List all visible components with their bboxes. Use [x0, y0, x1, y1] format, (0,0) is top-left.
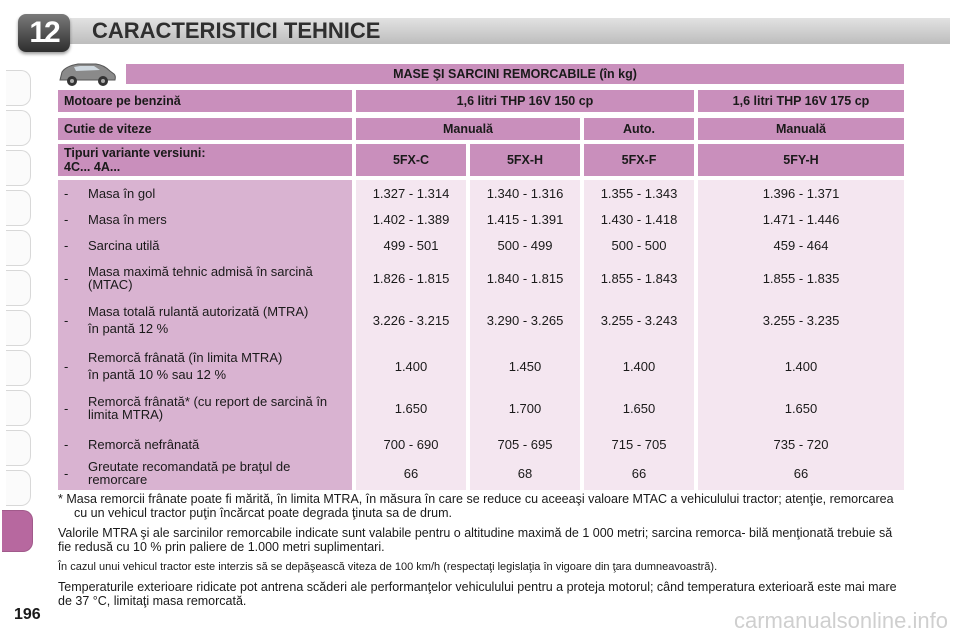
row-value: 1.402 - 1.389 — [372, 211, 450, 227]
row-value: 735 - 720 — [773, 436, 829, 452]
row-label-text — [88, 213, 348, 226]
gearbox-label: Cutie de viteze — [58, 118, 352, 140]
row-value: 1.340 - 1.316 — [486, 185, 564, 201]
row-label-text — [88, 351, 348, 381]
row-label — [58, 390, 352, 426]
row-value: 1.855 - 1.843 — [600, 270, 678, 286]
variant-5fy-h: 5FY-H — [698, 144, 904, 176]
row-label — [58, 182, 352, 204]
row-label — [58, 298, 352, 342]
row-value: 1.650 — [394, 400, 428, 416]
row-label-text — [88, 395, 348, 421]
row-label-main: Masa totală rulantă autorizată (MTRA) — [88, 304, 309, 319]
note-paragraph-2: În cazul unui vehicul tractor este interzis să se depăşească viteza de 100 km/h (respectaţi legislaţia în vigoare din ţara dumneavoastră). — [58, 561, 718, 573]
row-label-main: Sarcina utilă — [88, 237, 160, 253]
row-value: 3.255 - 3.243 — [600, 312, 678, 328]
variants-label-line2: 4C... 4A... — [64, 160, 121, 174]
chapter-tab[interactable] — [6, 150, 31, 186]
row-label-main: Greutate recomandată pe braţul de remorcare — [88, 459, 291, 487]
row-value: 1.430 - 1.418 — [600, 211, 678, 227]
table-row — [58, 208, 904, 230]
footnote: * Masa remorcii frânate poate fi mărită, în limita MTRA, în măsura în care se reduce cu aceeaşi valoare MTAC a vehiculului tractor; atenţie, remorcarea cu un vehicul tractor puţin încărcat poate degrada ţinuta sa de drum. — [58, 492, 894, 520]
row-value: 66 — [793, 465, 809, 481]
row-value: 66 — [631, 465, 647, 481]
row-label — [58, 208, 352, 230]
row-value: 705 - 695 — [497, 436, 553, 452]
row-label-text — [88, 305, 348, 335]
row-value: 500 - 499 — [497, 237, 553, 253]
row-value: 1.355 - 1.343 — [600, 185, 678, 201]
variant-5fx-h: 5FX-H — [470, 144, 580, 176]
row-dash: - — [64, 465, 69, 481]
row-value: 700 - 690 — [383, 436, 439, 452]
row-value: 1.415 - 1.391 — [486, 211, 564, 227]
table-title-row — [58, 64, 904, 84]
engine-175: 1,6 litri THP 16V 175 cp — [698, 90, 904, 112]
row-value: 1.327 - 1.314 — [372, 185, 450, 201]
row-value: 1.700 — [508, 400, 542, 416]
chapter-tab[interactable] — [6, 350, 31, 386]
row-dash: - — [64, 185, 69, 201]
row-value: 1.396 - 1.371 — [762, 185, 840, 201]
row-value: 66 — [403, 465, 419, 481]
gearbox-auto: Auto. — [584, 118, 694, 140]
row-value: 1.650 — [622, 400, 656, 416]
watermark: carmanualsonline.info — [733, 608, 948, 633]
chapter-tab[interactable] — [6, 430, 31, 466]
row-label — [58, 234, 352, 256]
row-dash: - — [64, 312, 69, 328]
row-value: 1.855 - 1.835 — [762, 270, 840, 286]
chapter-tab[interactable] — [6, 230, 31, 266]
row-value: 459 - 464 — [773, 237, 829, 253]
row-value: 500 - 500 — [611, 237, 667, 253]
row-label — [58, 434, 352, 454]
engine-label: Motoare pe benzină — [58, 90, 352, 112]
table-row — [58, 346, 904, 386]
table-row — [58, 458, 904, 488]
row-dash: - — [64, 400, 69, 416]
row-dash: - — [64, 358, 69, 374]
chapter-tab-active[interactable] — [2, 510, 33, 552]
chapter-tab[interactable] — [6, 310, 31, 346]
variant-5fx-f: 5FX-F — [584, 144, 694, 176]
row-label-text — [88, 438, 348, 451]
row-value: 1.471 - 1.446 — [762, 211, 840, 227]
row-value: 3.255 - 3.235 — [762, 312, 840, 328]
row-dash: - — [64, 436, 69, 452]
variants-row — [58, 144, 904, 176]
row-label-text — [88, 239, 348, 252]
row-value: 1.650 — [784, 400, 818, 416]
chapter-tab-rail — [0, 60, 38, 560]
row-value: 3.226 - 3.215 — [372, 312, 450, 328]
table-row — [58, 434, 904, 454]
chapter-tab[interactable] — [6, 70, 31, 106]
row-label-main: Masa în mers — [88, 211, 167, 227]
note-paragraph-3: Temperaturile exterioare ridicate pot antrena scăderi ale performanţelor vehiculului pentru a proteja motorul; când temperatura exterioară este mai mare de 37 °C, limitaţi masa remorcată. — [58, 580, 897, 608]
row-label-sub: în pantă 12 % — [88, 321, 169, 336]
gearbox-manual-150: Manuală — [356, 118, 580, 140]
table-title: MASE ŞI SARCINI REMORCABILE (în kg) — [126, 64, 904, 84]
variant-5fx-c: 5FX-C — [356, 144, 466, 176]
row-dash: - — [64, 211, 69, 227]
row-label-main: Masa maximă tehnic admisă în sarcină (MTAC) — [88, 264, 313, 292]
table-row — [58, 298, 904, 342]
row-dash: - — [64, 237, 69, 253]
row-value: 1.450 — [508, 358, 542, 374]
gearbox-manual-175: Manuală — [698, 118, 904, 140]
row-label-main: Remorcă nefrânată — [88, 436, 200, 452]
row-label-text — [88, 265, 348, 291]
row-label-main: Remorcă frânată* (cu report de sarcină în limita MTRA) — [88, 394, 328, 422]
row-value: 1.826 - 1.815 — [372, 270, 450, 286]
row-label — [58, 458, 352, 488]
row-value: 3.290 - 3.265 — [486, 312, 564, 328]
row-label-text — [88, 187, 348, 200]
row-label-main: Masa în gol — [88, 185, 156, 201]
row-label-sub: în pantă 10 % sau 12 % — [88, 367, 227, 382]
row-value: 1.400 — [394, 358, 428, 374]
row-value: 1.400 — [784, 358, 818, 374]
row-value: 68 — [517, 465, 533, 481]
notes — [58, 492, 908, 614]
table-row — [58, 262, 904, 294]
row-value: 499 - 501 — [383, 237, 439, 253]
page-title: CARACTERISTICI TEHNICE — [92, 18, 381, 43]
chapter-tab[interactable] — [6, 110, 31, 146]
chapter-tab[interactable] — [6, 390, 31, 426]
variants-label — [58, 144, 352, 176]
variants-label-line1: Tipuri variante versiuni: — [64, 146, 206, 160]
row-value: 715 - 705 — [611, 436, 667, 452]
engine-150: 1,6 litri THP 16V 150 cp — [356, 90, 694, 112]
row-value: 1.400 — [622, 358, 656, 374]
row-label — [58, 262, 352, 294]
chapter-tab[interactable] — [6, 190, 31, 226]
row-dash: - — [64, 270, 69, 286]
row-label — [58, 346, 352, 386]
engine-row — [58, 90, 904, 112]
gearbox-row — [58, 118, 904, 140]
table-row — [58, 390, 904, 426]
table-row — [58, 182, 904, 204]
note-paragraph-1: Valorile MTRA şi ale sarcinilor remorcabile indicate sunt valabile pentru o altitudine maximă de 1 000 metri; sarcina remorca- bilă menţionată trebuie să fie redusă cu 10 % prin paliere de 1.000 metri suplimentari. — [58, 526, 893, 554]
chapter-badge: 12 — [18, 14, 70, 52]
table-row — [58, 234, 904, 256]
row-label-text — [88, 460, 348, 486]
row-value: 1.840 - 1.815 — [486, 270, 564, 286]
row-label-main: Remorcă frânată (în limita MTRA) — [88, 350, 283, 365]
chapter-tab[interactable] — [6, 270, 31, 306]
page-number: 196 — [14, 606, 41, 623]
chapter-tab[interactable] — [6, 470, 31, 506]
